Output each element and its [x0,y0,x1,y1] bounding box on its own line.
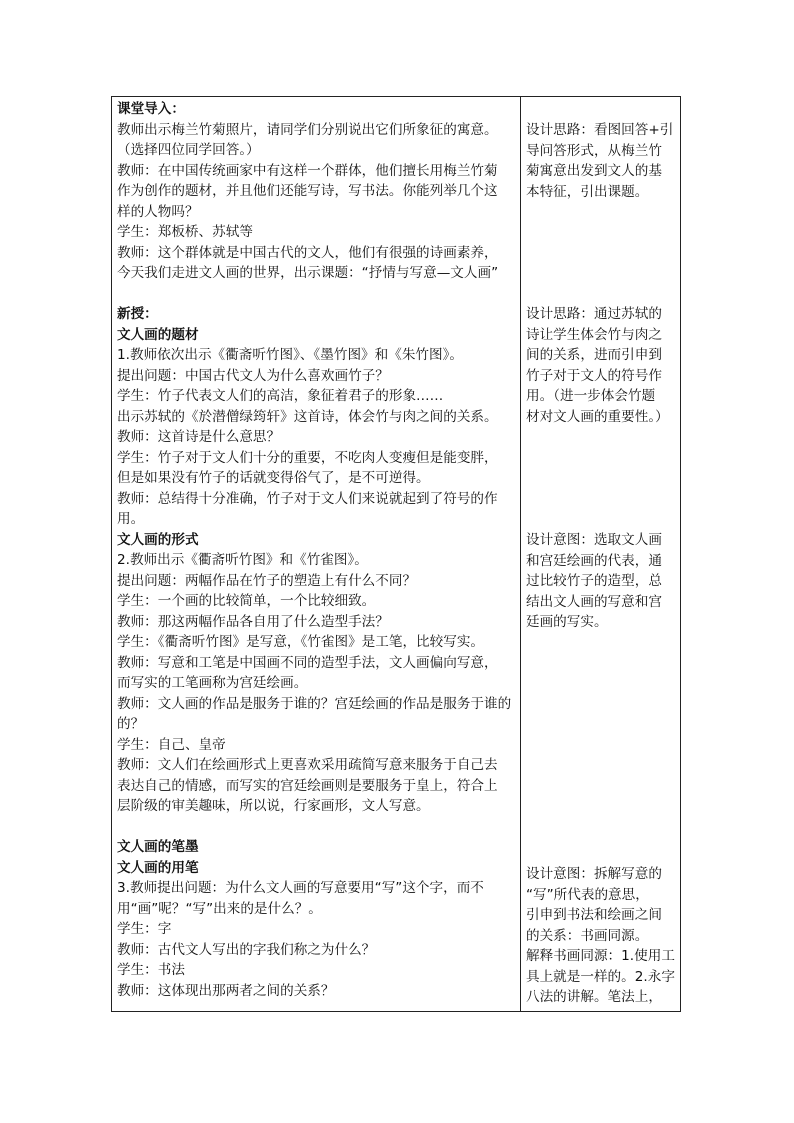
text-line: 的？ [117,716,145,732]
text-line: 2.教师出示《衢斋听竹图》和《竹雀图》。 [117,552,368,568]
text-line: 样的人物吗？ [117,203,199,220]
note-line: 引申到书法和绘画之间 [526,907,662,923]
text-line: 表达自己的情感，而写实的宫廷绘画则是要服务于皇上，符合上 [117,777,498,794]
text-line: 教师：文人画的作品是服务于谁的？宫廷绘画的作品是服务于谁的 [117,695,512,712]
text-line: 教师出示梅兰竹菊照片，请同学们分别说出它们所象征的寓意。 [117,121,498,138]
subheading-brush-use: 文人画的用笔 [117,859,199,876]
note-line: 和宫廷绘画的代表，通 [526,552,662,569]
text-line: 教师：这体现出那两者之间的关系？ [117,982,335,999]
text-line: 教师：写意和工笔是中国画不同的造型手法，文人画偏向写意， [117,654,498,671]
note-line: 竹子对于文人的符号作 [526,367,662,384]
text-line: 用“画”呢？“写”出来的是什么？。 [117,900,322,917]
section-title-intro: 课堂导入： [117,101,185,117]
note-line: 设计思路：看图回答+引 [526,122,674,138]
text-line: 教师：这个群体就是中国古代的文人，他们有很强的诗画素养， [117,244,498,261]
note-line: 菊寓意出发到文人的基 [526,163,662,179]
text-line: 教师：古代文人写出的字我们称之为什么？ [117,941,376,958]
form-lines [117,550,517,817]
design-note-intro [526,120,678,202]
text-line: 教师：文人们在绘画形式上更喜欢采用疏简写意来服务于自己去 [117,757,498,773]
note-line: “写”所代表的意思， [526,886,649,903]
note-line: 导问答形式，从梅兰竹 [526,142,662,159]
text-line: 教师：那这两幅作品各自用了什么造型手法？ [117,613,389,630]
lesson-table [111,96,681,1012]
subheading-brushwork: 文人画的笔墨 [117,839,199,855]
text-line: 学生：竹子代表文人们的高洁，象征着君子的形象…… [117,388,444,404]
brush-lines [117,878,517,1001]
note-line: 过比较竹子的造型，总 [526,573,662,589]
text-line: 学生：一个画的比较简单，一个比较细致。 [117,593,376,609]
section-title-new: 新授： [117,306,158,322]
note-line: 本特征，引出课题。 [526,183,649,200]
note-line: 设计思路：通过苏轼的 [526,306,662,322]
note-line: 廷画的写实。 [526,614,608,630]
subject-lines [117,345,517,530]
note-line: 设计意图：选取文人画 [526,532,662,548]
note-line: 设计意图：拆解写意的 [526,866,662,882]
text-line: 今天我们走进文人画的世界，出示课题：“抒情与写意—文人画” [117,265,499,281]
intro-lines [117,120,517,284]
text-line: 用。 [117,511,145,527]
subheading-subject: 文人画的题材 [117,326,199,343]
text-line: （选择四位同学回答。） [117,142,260,158]
text-line: 教师：总结得十分准确，竹子对于文人们来说就起到了符号的作 [117,490,498,507]
note-line: 的关系：书画同源。 [526,927,649,944]
text-line: 学生：郑板桥、苏轼等 [117,224,253,240]
text-line: 学生：字 [117,921,172,937]
note-line: 诗让学生体会竹与肉之 [526,326,662,343]
text-line: 学生：自己、皇帝 [117,736,226,753]
design-note-brushwork [526,864,678,1008]
text-line: 学生：《衢斋听竹图》是写意，《竹雀图》是工笔，比较写实。 [117,634,485,650]
note-line: 间的关系，进而引申到 [526,347,662,363]
text-line: 出示苏轼的《於潜僧绿筠轩》这首诗，体会竹与肉之间的关系。 [117,408,498,425]
text-line: 而写实的工笔画称为宫廷绘画。 [117,675,308,691]
text-line: 但是如果没有竹子的话就变得俗气了，是不可逆得。 [117,470,430,486]
text-line: 1.教师依次出示《衢斋听竹图》、《墨竹图》和《朱竹图》。 [117,347,464,363]
text-line: 3.教师提出问题：为什么文人画的写意要用“写”这个字，而不 [117,880,484,896]
text-line: 作为创作的题材，并且他们还能写诗，写书法。你能列举几个这 [117,183,498,199]
text-line: 学生：竹子对于文人们十分的重要，不吃肉人变瘦但是能变胖， [117,449,498,466]
note-line: 用。（进一步体会竹题 [526,388,656,404]
text-line: 学生：书法 [117,962,185,978]
text-line: 教师：在中国传统画家中有这样一个群体，他们擅长用梅兰竹菊 [117,162,498,179]
subheading-form: 文人画的形式 [117,531,199,548]
text-line: 提出问题：两幅作品在竹子的塑造上有什么不同？ [117,572,417,589]
design-note-subject [526,304,678,427]
note-line: 八法的讲解。笔法上， [526,989,662,1005]
note-line: 材对文人画的重要性。） [526,408,669,425]
text-line: 层阶级的审美趣味，所以说，行家画形，文人写意。 [117,798,430,814]
main-column [117,99,517,1001]
note-line: 结出文人画的写意和宫 [526,593,662,610]
text-line: 提出问题：中国古代文人为什么喜欢画竹子？ [117,367,389,384]
column-divider [520,97,521,1011]
note-line: 具上就是一样的。2.永字 [526,968,675,985]
text-line: 教师：这首诗是什么意思？ [117,429,281,445]
design-note-form [526,530,678,633]
note-line: 解释书画同源：1.使用工 [526,948,675,964]
